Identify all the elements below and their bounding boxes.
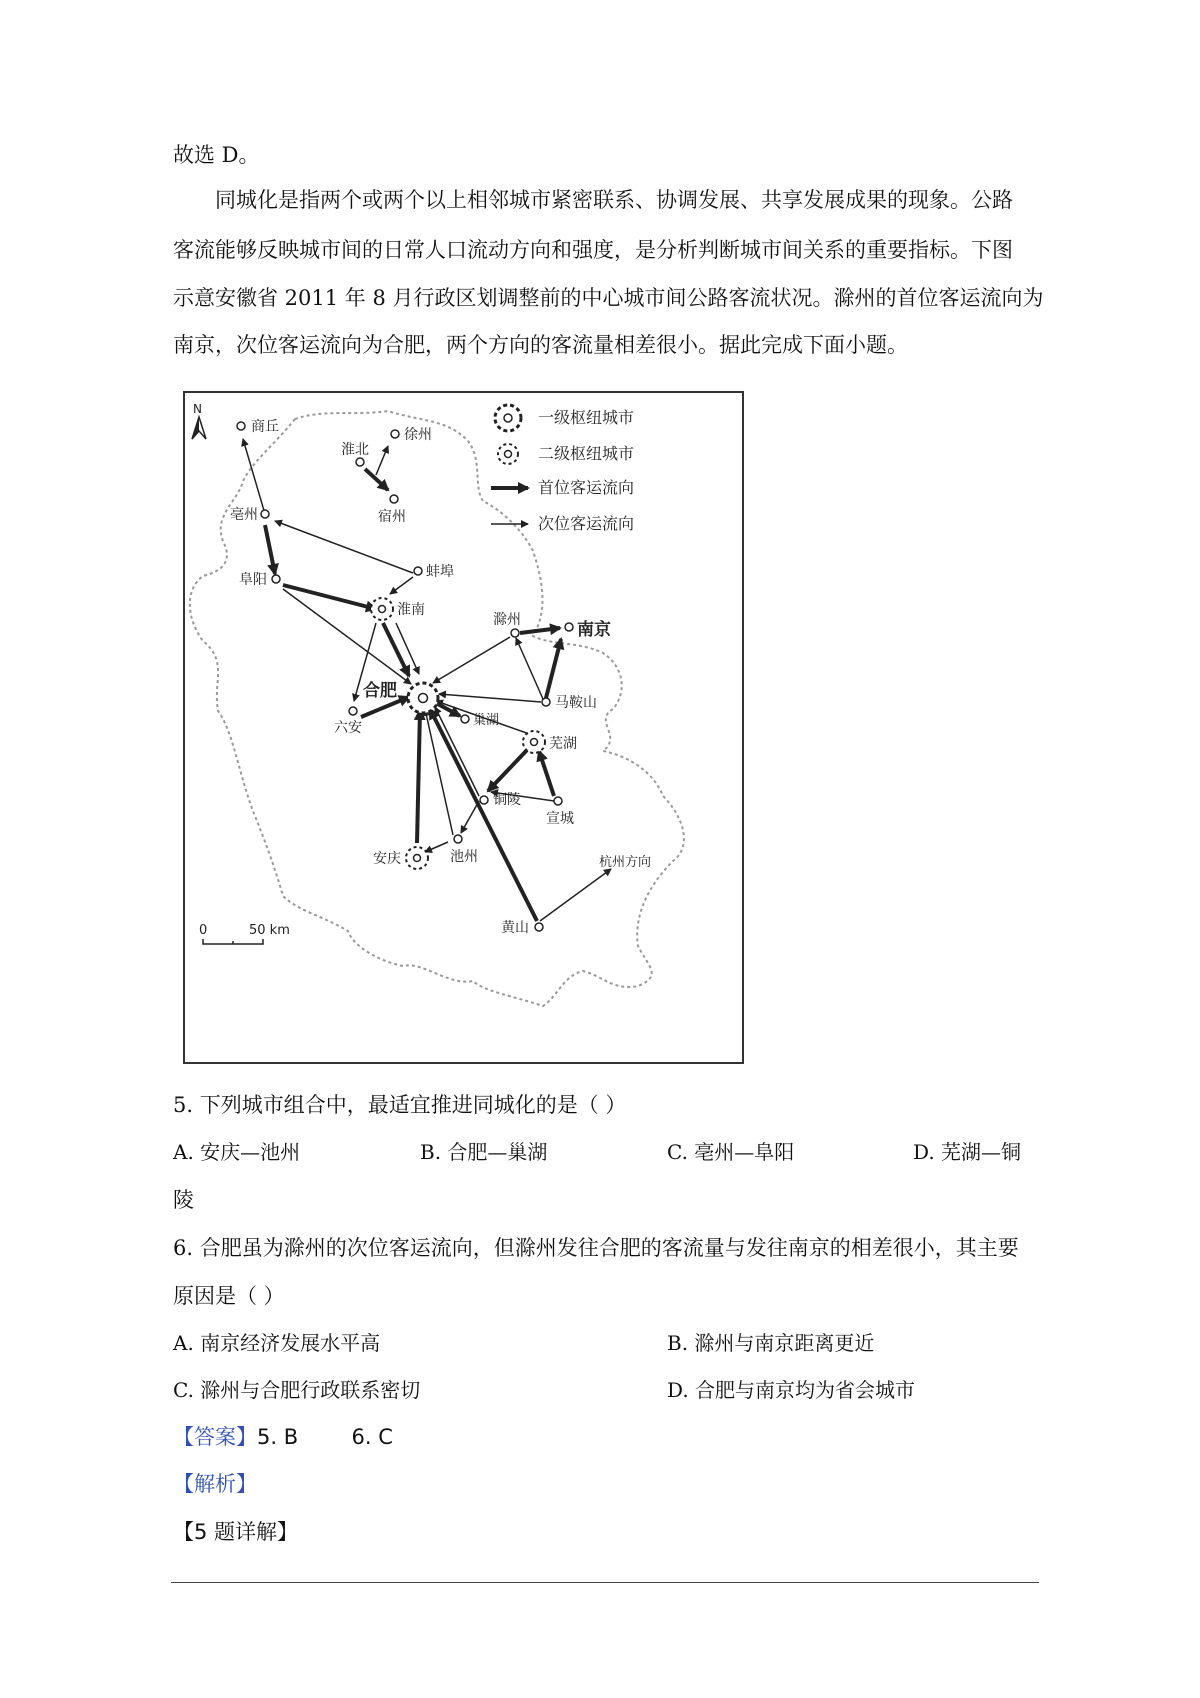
city-suzhou: 宿州	[378, 509, 406, 525]
q6-option-d: D. 合肥与南京均为省会城市	[667, 1378, 916, 1402]
q6-option-c: C. 滁州与合肥行政联系密切	[173, 1378, 421, 1402]
q6-stem-line-1: 6. 合肥虽为滁州的次位客运流向，但滁州发往合肥的客流量与发往南京的相差很小，其主要	[173, 1236, 1019, 1260]
city-wuhu: 芜湖	[549, 736, 577, 752]
q6-stem-line-2: 原因是（ ）	[173, 1284, 285, 1308]
analysis-tag: 【解析】	[173, 1472, 257, 1496]
q5-option-c: C. 亳州—阜阳	[667, 1140, 795, 1164]
q6-option-b: B. 滁州与南京距离更近	[667, 1331, 875, 1355]
legend-primary: 首位客运流向	[538, 478, 635, 497]
legend-level1: 一级枢纽城市	[538, 408, 635, 427]
city-hefei: 合肥	[363, 681, 397, 701]
intro-line-1: 同城化是指两个或两个以上相邻城市紧密联系、协调发展、共享发展成果的现象。公路	[215, 188, 1013, 212]
q5-option-d: D. 芜湖—铜	[913, 1140, 1022, 1164]
city-huainan: 淮南	[397, 602, 425, 618]
answer-line	[173, 1422, 393, 1452]
anhui-passenger-flow-map	[183, 391, 744, 1064]
city-tongling: 铜陵	[493, 792, 521, 808]
city-anqing: 安庆	[373, 851, 401, 867]
q6-option-a: A. 南京经济发展水平高	[173, 1331, 381, 1355]
legend-level2: 二级枢纽城市	[538, 444, 635, 463]
city-bozhou: 亳州	[230, 507, 258, 523]
q5-stem: 5. 下列城市组合中，最适宜推进同城化的是（ ）	[173, 1093, 627, 1117]
conclusion-line: 故选 D。	[173, 143, 260, 167]
legend-secondary: 次位客运流向	[538, 514, 635, 533]
hangzhou-direction: 杭州方向	[599, 855, 652, 870]
answer-text: 5. B 6. C	[257, 1425, 393, 1449]
svg-text:N: N	[193, 402, 202, 416]
city-xuzhou: 徐州	[404, 427, 432, 443]
city-nanjing: 南京	[577, 620, 611, 640]
footer-rule	[171, 1582, 1039, 1583]
answer-tag: 【答案】	[173, 1425, 257, 1449]
map-frame	[184, 392, 743, 1063]
intro-line-3: 示意安徽省 2011 年 8 月行政区划调整前的中心城市间公路客流状况。滁州的首位客运流向为	[173, 286, 1044, 310]
svg-text:0: 0	[199, 923, 208, 938]
city-luan: 六安	[334, 720, 362, 736]
city-shangqiu: 商丘	[251, 419, 279, 435]
q5-option-b: B. 合肥—巢湖	[420, 1140, 548, 1164]
q5-option-a: A. 安庆—池州	[173, 1140, 301, 1164]
city-chizhou: 池州	[450, 849, 478, 865]
detail-tag: 【5 题详解】	[173, 1520, 299, 1544]
city-xuancheng: 宣城	[546, 811, 574, 827]
city-bengbu: 蚌埠	[426, 564, 454, 580]
city-chuzhou: 滁州	[493, 612, 521, 628]
city-fuyang: 阜阳	[239, 572, 267, 588]
city-huaibei: 淮北	[341, 442, 369, 458]
svg-text:50 km: 50 km	[249, 923, 290, 938]
city-huangshan: 黄山	[501, 920, 529, 936]
city-chaohu: 巢湖	[473, 713, 500, 728]
city-maanshan: 马鞍山	[555, 695, 597, 711]
intro-line-4: 南京，次位客运流向为合肥，两个方向的客流量相差很小。据此完成下面小题。	[173, 333, 908, 357]
intro-line-2: 客流能够反映城市间的日常人口流动方向和强度，是分析判断城市间关系的重要指标。下图	[173, 238, 1013, 262]
q5-option-d-wrap: 陵	[173, 1188, 194, 1212]
